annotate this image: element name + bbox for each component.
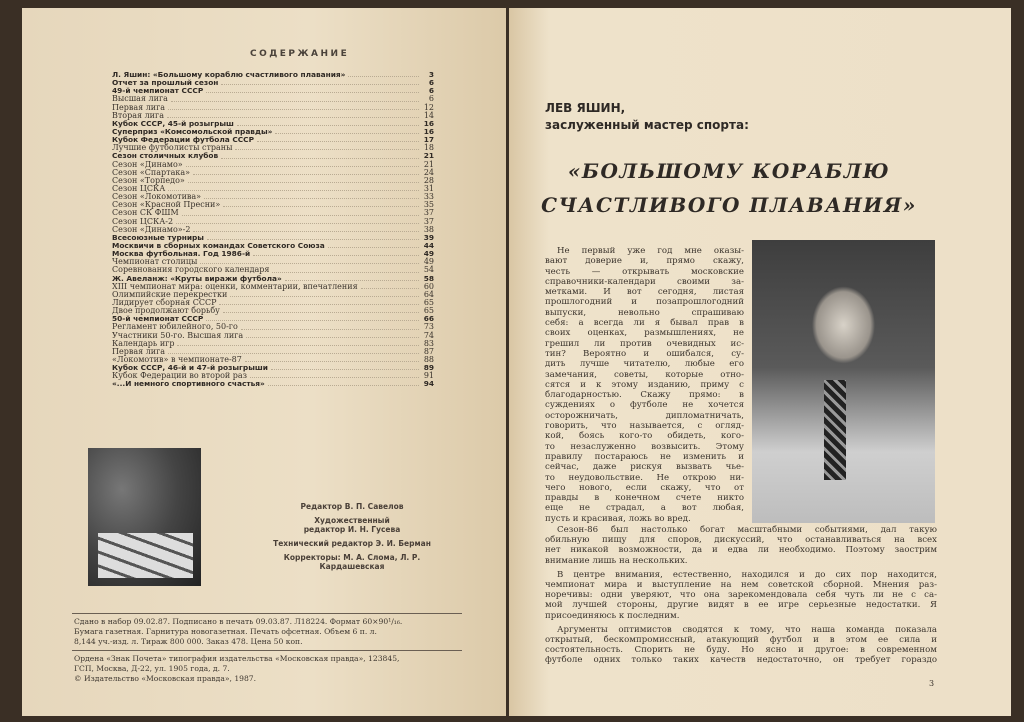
toc-leader-dots [241, 323, 419, 329]
text-line: правилу постараюсь не изменить и [545, 451, 744, 462]
toc-leader-dots [204, 193, 419, 199]
text-line: то незаслуженно возвысить. Этому [545, 441, 744, 452]
toc-leader-dots [168, 185, 419, 191]
toc-entry-title: Сезон ЦСКА-2 [112, 216, 174, 226]
toc-entry-title: Сезон «Торпедо» [112, 175, 185, 185]
title-line: СЧАСТЛИВОГО ПЛАВАНИЯ» [541, 193, 917, 217]
toc-entry-title: XIII чемпионат мира: оценки, комментарии, впечатления [112, 281, 358, 291]
imprint-line: Ордена «Знак Почета» типография издательства «Московская правда», 123845, [74, 654, 400, 663]
imprint-line: 8,144 уч.-изд. л. Тираж 800 000. Заказ 478. Цена 50 коп. [74, 637, 303, 646]
toc-leader-dots [221, 79, 419, 85]
toc-leader-dots [348, 71, 419, 77]
toc-entry-page: 64 [423, 289, 434, 299]
toc-entry-page: 18 [423, 143, 434, 153]
toc-entry-page: 12 [423, 102, 434, 112]
toc-leader-dots [230, 291, 419, 297]
paragraph [545, 625, 937, 666]
toc-entry-title: Первая лига [112, 102, 166, 112]
toc-entry-title: Календарь игр [112, 338, 175, 348]
toc-leader-dots [168, 348, 419, 354]
divider [72, 650, 462, 651]
text-line: метками. И вот сегодня, листая [545, 287, 744, 298]
article-column [545, 246, 744, 524]
toc-leader-dots [246, 332, 419, 338]
striped-tie-image [824, 380, 846, 480]
toc-entry-page: 28 [423, 175, 434, 185]
toc-entry-title: Кубок Федерации футбола СССР [112, 135, 255, 145]
paragraph [545, 570, 937, 621]
toc-entry-title: Кубок СССР, 46-й и 47-й розыгрыши [112, 363, 268, 373]
toc-entry [112, 380, 434, 388]
toc-entry-page: 94 [423, 379, 434, 389]
text-line: вают доверие и, прямо скажу, [545, 256, 744, 267]
text-line: внимание лишь на нескольких. [545, 555, 688, 566]
proofreaders-credit: Корректоры: М. А. Слома, Л. Р. Кардашевская [283, 553, 421, 571]
text-line: пусть и красивая, ложь во вред. [545, 513, 691, 524]
toc-entry-page: 35 [423, 200, 434, 210]
toc-entry-title: 50-й чемпионат СССР [112, 314, 204, 324]
toc-leader-dots [361, 283, 419, 289]
toc-entry-title: Двое продолжают борьбу [112, 306, 220, 316]
toc-entry-title: Чемпионат столицы [112, 257, 198, 267]
imprint-line: Бумага газетная. Гарнитура новогазетная. Печать офсетная. Объем 6 п. л. [74, 627, 377, 636]
toc-entry-page: 21 [423, 159, 434, 169]
text-line: Аргументы оптимистов сводятся к тому, что наша команда показала [557, 624, 937, 635]
toc-leader-dots [221, 152, 419, 158]
text-line: своих оценках, размышлениях, не [545, 328, 744, 339]
text-line: состоятельность. Спорить не буду. Но ясно и другое: в современном [545, 645, 937, 656]
text-line: себя: а всегда ли я бывал прав в [545, 318, 744, 329]
toc-entry-page: 17 [423, 135, 434, 145]
right-page [509, 8, 1011, 716]
toc-entry-page: 83 [423, 338, 434, 348]
toc-entry-page: 66 [423, 314, 434, 324]
toc-leader-dots [193, 169, 419, 175]
left-page [22, 8, 506, 716]
text-line: сятся и к этому изданию, приму с [545, 379, 744, 390]
toc-heading: СОДЕРЖАНИЕ [250, 49, 350, 59]
toc-entry-page: 14 [423, 110, 434, 120]
toc-entry-page: 74 [423, 330, 434, 340]
toc-leader-dots [223, 201, 419, 207]
text-line: грешил ли против очевидных ис- [545, 338, 744, 349]
author-title: заслуженный мастер спорта: [545, 118, 749, 132]
text-line: благодарностью. Скажу прямо: в [545, 390, 744, 401]
toc-entry-page: 33 [423, 192, 434, 202]
toc-entry-title: Сезон «Красной Пресни» [112, 200, 221, 210]
toc-leader-dots [171, 95, 419, 101]
toc-entry-page: 16 [423, 118, 434, 128]
toc-entry-title: Олимпийские перекрестки [112, 289, 228, 299]
toc-leader-dots [250, 372, 419, 378]
toc-entry-title: Соревнования городского календаря [112, 265, 270, 275]
toc-leader-dots [177, 340, 419, 346]
toc-entry-title: Москва футбольная. Год 1986-й [112, 249, 251, 259]
text-line: прошлогодний и позапрошлогодний [545, 297, 744, 308]
author-block [545, 100, 749, 134]
art-editor-credit-line1: Художественный [314, 516, 390, 525]
toc-leader-dots [285, 275, 419, 281]
text-line: Не первый уже год мне оказы- [557, 246, 744, 256]
text-line: то неудовольствие. Не открою ни- [545, 472, 744, 483]
toc-entry-page: 16 [423, 126, 434, 136]
tech-editor-credit: Технический редактор Э. И. Берман [273, 539, 431, 548]
toc-entry-page: 21 [423, 151, 434, 161]
toc-entry-page: 37 [423, 208, 434, 218]
toc-entry-page: 49 [423, 249, 434, 259]
text-line: честь — открывать московские [545, 266, 744, 277]
editor-credit: Редактор В. П. Савелов [300, 502, 404, 511]
text-line: открытый, бескомпромиссный, атакующий футбол и в этом ее сила и [545, 634, 937, 645]
text-line: справочники-календари своими за- [545, 276, 744, 287]
text-line: замечания, советы, которые отно- [545, 369, 744, 380]
toc-entry-title: «Локомотив» в чемпионате-87 [112, 354, 242, 364]
toc-leader-dots [268, 380, 419, 386]
title-line: «БОЛЬШОМУ КОРАБЛЮ [567, 159, 891, 183]
toc-entry-title: Отчет за прошлый сезон [112, 78, 219, 88]
toc-entry-page: 54 [423, 265, 434, 275]
text-line: выпуски, невольно спрашиваю [545, 307, 744, 318]
imprint-line: © Издательство «Московская правда», 1987. [74, 674, 257, 683]
text-line: мой лучшей стороны, другие видят в ее игре серьезные недостатки. Я [545, 600, 937, 611]
text-line: тин? Вероятно и ошибался, су- [545, 348, 744, 359]
toc-leader-dots [182, 209, 419, 215]
toc-leader-dots [223, 307, 419, 313]
toc-entry-page: 6 [428, 78, 434, 88]
toc-leader-dots [245, 356, 419, 362]
toc-entry-title: Лучшие футболисты страны [112, 143, 233, 153]
toc-leader-dots [188, 177, 419, 183]
toc-entry-page: 49 [423, 257, 434, 267]
text-line: футболе одних только таких качеств недостаточно, он требует гораздо [545, 655, 937, 666]
toc-entry-page: 31 [423, 183, 434, 193]
article-body [545, 525, 937, 669]
toc-leader-dots [200, 258, 419, 264]
toc-entry-page: 6 [428, 94, 434, 104]
toc-leader-dots [272, 266, 419, 272]
toc-entry-title: Сезон «Динамо» [112, 159, 183, 169]
text-line: осторожничать, дипломатничать, [545, 410, 744, 421]
toc-entry-title: Вторая лига [112, 110, 164, 120]
toc-leader-dots [206, 315, 419, 321]
art-editor-credit-line2: редактор И. Н. Гусева [303, 525, 401, 534]
divider [72, 613, 462, 614]
toc-entry-page: 65 [423, 306, 434, 316]
text-line: говорить, что называется, с огляд- [545, 421, 744, 432]
toc-leader-dots [253, 250, 419, 256]
toc-leader-dots [207, 234, 419, 240]
toc-entry-page: 3 [428, 70, 434, 79]
toc-entry-page: 88 [423, 354, 434, 364]
toc-entry-page: 39 [423, 232, 434, 242]
toc-entry-page: 89 [423, 363, 434, 373]
text-line: чего нового, если скажу, что от [545, 482, 744, 493]
toc-entry-title: Москвичи в сборных командах Советского Союза [112, 240, 325, 250]
text-line: суждениях о футболе не хочется [545, 400, 744, 411]
text-line: дить лучше читателю, любые его [545, 359, 744, 370]
toc-entry-title: Сезон СК ФШМ [112, 208, 179, 218]
toc-leader-dots [271, 364, 419, 370]
page-number: 3 [929, 679, 935, 688]
number-cards-image [98, 533, 193, 578]
toc-entry-page: 58 [423, 273, 434, 283]
toc-entry-title: Суперприз «Комсомольской правды» [112, 126, 273, 136]
text-line: еще не страдал, а вот любая, [545, 503, 744, 514]
toc-leader-dots [168, 104, 419, 110]
toc-entry-page: 60 [423, 281, 434, 291]
toc-entry-page: 37 [423, 216, 434, 226]
football-photo [88, 448, 201, 586]
portrait-photo [752, 240, 935, 523]
toc-entry-title: Высшая лига [112, 94, 168, 104]
table-of-contents [112, 71, 434, 388]
toc-entry-page: 6 [428, 86, 434, 96]
toc-entry-title: Кубок Федерации во второй раз [112, 371, 248, 381]
toc-leader-dots [328, 242, 419, 248]
toc-leader-dots [176, 218, 419, 224]
toc-entry-page: 38 [423, 224, 434, 234]
toc-entry-title: Сезон ЦСКА [112, 183, 166, 193]
toc-leader-dots [219, 299, 419, 305]
toc-leader-dots [275, 128, 419, 134]
toc-entry-title: Первая лига [112, 346, 166, 356]
toc-entry-title: «...И немного спортивного счастья» [112, 379, 265, 389]
toc-leader-dots [235, 144, 419, 150]
text-line: нет никакой возможности, да и едва ли необходимо. Поэтому заострим [545, 545, 937, 556]
text-line: правды в конечном счете никто [545, 493, 744, 504]
text-line: чемпионат мира и выступление на нем советской сборной. Мнения раз- [545, 579, 937, 590]
editorial-credits [252, 502, 452, 576]
text-line: Сезон-86 был настолько богат масштабными событиями, дал такую [557, 525, 937, 535]
toc-entry-page: 24 [423, 167, 434, 177]
toc-leader-dots [186, 161, 419, 167]
toc-entry-page: 87 [423, 346, 434, 356]
toc-entry-title: Ж. Авеланж: «Круты виражи футбола» [112, 273, 282, 283]
text-line: В центре внимания, естественно, находился и до сих пор находится, [557, 569, 937, 580]
toc-entry-page: 73 [423, 322, 434, 332]
toc-entry-title: Участники 50-го. Высшая лига [112, 330, 244, 340]
toc-leader-dots [167, 112, 419, 118]
toc-entry-title: Сезон столичных клубов [112, 151, 219, 161]
publisher-details [74, 654, 399, 684]
toc-entry-title: Всесоюзные турниры [112, 232, 204, 242]
imprint-line: ГСП, Москва, Д-22, ул. 1905 года, д. 7. [74, 664, 230, 673]
toc-entry-page: 65 [423, 297, 434, 307]
text-line: сейчас, даже рискуя вызвать чье- [545, 462, 744, 473]
text-line: присоединяюсь к последним. [545, 610, 680, 621]
toc-entry-page: 91 [423, 371, 434, 381]
text-line: кой, боясь кого-то обидеть, кого- [545, 431, 744, 442]
paragraph [545, 525, 937, 566]
toc-entry-title: Сезон «Динамо»-2 [112, 224, 191, 234]
toc-entry-title: Л. Яшин: «Большому кораблю счастливого плавания» [112, 70, 346, 79]
text-line: норечивы: одни уверяют, что она зарекомендовала себя чуть ли не с са- [545, 590, 937, 601]
toc-entry-title: Сезон «Локомотива» [112, 192, 202, 202]
toc-entry-title: Кубок СССР, 45-й розыгрыш [112, 118, 234, 128]
print-details [74, 617, 402, 647]
toc-entry-title: Лидирует сборная СССР [112, 297, 217, 307]
toc-leader-dots [257, 136, 419, 142]
toc-entry-title: Регламент юбилейного, 50-го [112, 322, 238, 332]
toc-leader-dots [193, 226, 419, 232]
toc-entry-title: 49-й чемпионат СССР [112, 86, 204, 96]
toc-leader-dots [237, 120, 419, 126]
text-line: обильную пищу для споров, дискуссий, что останавливаться на всех [545, 535, 937, 546]
imprint-line: Сдано в набор 09.02.87. Подписано в печать 09.03.87. Л18224. Формат 60×90¹/₁₆. [74, 617, 403, 626]
toc-leader-dots [206, 87, 419, 93]
toc-entry-page: 44 [423, 240, 434, 250]
article-title [539, 154, 919, 222]
author-name: ЛЕВ ЯШИН, [545, 101, 626, 115]
toc-entry-title: Сезон «Спартака» [112, 167, 191, 177]
